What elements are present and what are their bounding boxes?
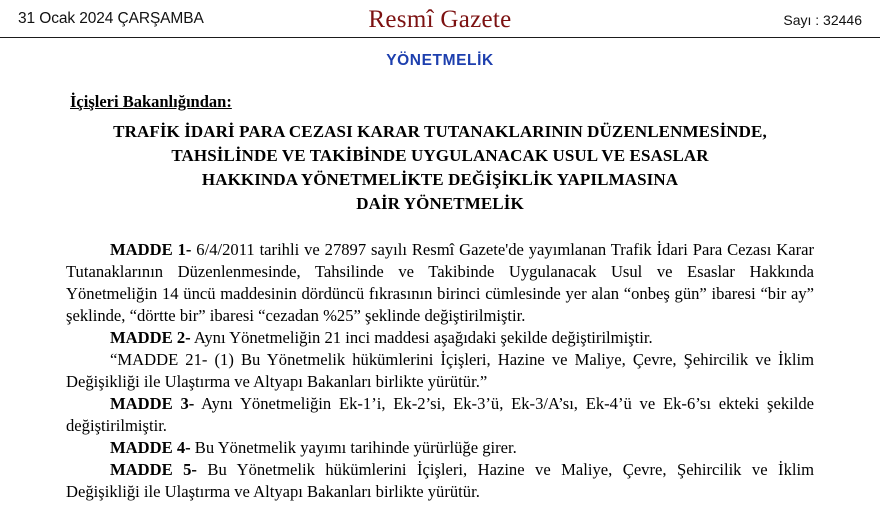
- document-body: [0, 92, 880, 503]
- masthead-title: Resmî Gazete: [368, 6, 512, 33]
- article-paragraph: [66, 327, 814, 349]
- issuing-authority: İçişleri Bakanlığından:: [70, 92, 232, 111]
- masthead-issue-number: Sayı : 32446: [783, 12, 862, 28]
- article-list: [66, 239, 814, 504]
- article-text: Bu Yönetmelik yayımı tarihinde yürürlüğe girer.: [190, 438, 517, 458]
- document-title: [66, 120, 814, 217]
- article-text: “MADDE 21- (1) Bu Yönetmelik hükümlerini İçişleri, Hazine ve Maliye, Çevre, Şehircilik ve İklim Değişikliği ile Ulaştırma ve Altyapı Bakanları birlikte yürütür.”: [66, 349, 814, 391]
- article-text: 6/4/2011 tarihli ve 27897 sayılı Resmî Gazete'de yayımlanan Trafik İdari Para Cezası Karar Tutanaklarının Düzenlenmesinde, Tahsilinde ve Takibinde Uygulanacak Usul ve Esaslar Hakkında Yönetmeliğin 14 üncü maddesinin dördüncü fıkrasının birinci cümlesinde yer alan “onbeş gün” ibaresi “bir ay” şeklinde, “dörtte bir” ibaresi “cezadan %25” şeklinde değiştirilmiştir.: [66, 239, 815, 325]
- article-text: Bu Yönetmelik hükümlerini İçişleri, Hazine ve Maliye, Çevre, Şehircilik ve İklim Değişikliği ile Ulaştırma ve Altyapı Bakanları birlikte yürütür.: [66, 460, 814, 502]
- article-label: MADDE 1-: [110, 239, 192, 259]
- article-label: MADDE 4-: [110, 438, 191, 458]
- section-kind-heading: YÖNETMELİK: [386, 52, 494, 69]
- article-paragraph: [66, 393, 814, 437]
- article-paragraph: [66, 239, 814, 327]
- article-text: Aynı Yönetmeliğin 21 inci maddesi aşağıdaki şekilde değiştirilmiştir.: [190, 327, 653, 347]
- article-text: Aynı Yönetmeliğin Ek-1’i, Ek-2’si, Ek-3’ü, Ek-3/A’sı, Ek-4’ü ve Ek-6’sı ekteki şekilde değiştirilmiştir.: [66, 393, 815, 435]
- document-title-line: TRAFİK İDARİ PARA CEZASI KARAR TUTANAKLARININ DÜZENLENMESİNDE,: [113, 122, 767, 141]
- article-paragraph: [66, 349, 814, 393]
- article-label: MADDE 5-: [110, 460, 197, 480]
- document-title-line: TAHSİLİNDE VE TAKİBİNDE UYGULANACAK USUL VE ESASLAR: [171, 146, 709, 166]
- masthead: [0, 0, 880, 38]
- document-title-line: HAKKINDA YÖNETMELİKTE DEĞİŞİKLİK YAPILMASINA: [201, 170, 679, 190]
- article-paragraph: [66, 459, 814, 503]
- article-paragraph: [66, 437, 814, 459]
- article-label: MADDE 2-: [110, 327, 191, 347]
- masthead-divider: [0, 37, 880, 38]
- document-title-line: DAİR YÖNETMELİK: [356, 194, 524, 214]
- masthead-date: 31 Ocak 2024 ÇARŞAMBA: [18, 10, 204, 27]
- article-label: MADDE 3-: [110, 393, 195, 413]
